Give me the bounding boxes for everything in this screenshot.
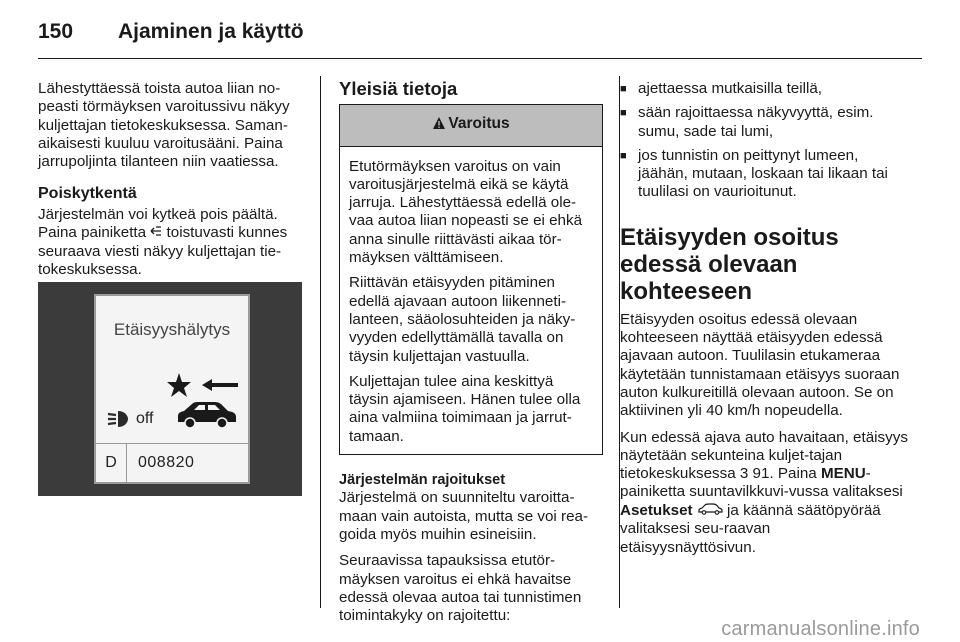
- page-title: Ajaminen ja käyttö: [118, 20, 304, 43]
- section-heading-distance-indication: Etäisyyden osoitus edessä olevaan kohteeseen: [620, 223, 839, 305]
- warning-paragraph: Riittävän etäisyyden pitäminen edellä ajavaan autoon liikenneti-lanteen, sääolosuhteiden ja näky-vyyden edellyttämällä tavalla on täysin kuljettajan vastuulla.: [349, 274, 576, 365]
- vehicle-ahead-icon: [174, 400, 238, 435]
- list-item: ■ ajettaessa mutkaisilla teillä,: [620, 80, 910, 98]
- collision-star-icon: [166, 372, 192, 403]
- column-left: [38, 80, 304, 287]
- limitations-paragraph: Seuraavissa tapauksissa etutör-mäyksen varoitus ei ehkä havaitse edessä olevaa autoa tai tunnistimen toimintakyky on rajoitettu:: [339, 552, 582, 625]
- distance-button-icon: [150, 224, 162, 242]
- deactivation-paragraph: Järjestelmän voi kytkeä pois päältä. Paina painiketta toistuvasti kunnes seuraava viesti näkyy kuljettajan tie-tokeskuksessa.: [38, 205, 288, 278]
- column-right: [620, 80, 910, 565]
- column-separator: [320, 76, 321, 608]
- settings-label: Asetukset: [620, 501, 693, 519]
- watermark: carmanualsonline.info: [721, 618, 920, 640]
- warning-paragraph: Kuljettajan tulee aina keskittyä täysin ajamiseen. Hänen tulee olla aina valmiina toimimaan ja jarrut-tamaan.: [349, 372, 581, 445]
- header-rule: [38, 58, 922, 59]
- section-heading-poiskytkenta: Poiskytkentä: [38, 185, 137, 203]
- distance-paragraph: Etäisyyden osoitus edessä olevaan kohteeseen näyttää etäisyyden edessä ajavaan autoon. Tuulilasin etukameraa käytetään tunnistamaan etäisyys suoraan auton kulkureitillä olevaan autoon. Se on aktiivinen yli 40 km/h nopeudella.: [620, 310, 900, 420]
- warning-title: Varoitus: [340, 105, 602, 146]
- page-number: 150: [38, 20, 74, 43]
- gear-indicator: D: [96, 444, 127, 482]
- display-off-label: off: [136, 410, 154, 427]
- odometer-readout: 008820: [138, 454, 195, 471]
- distance-instructions-paragraph: Kun edessä ajava auto havaitaan, etäisyys näytetään sekunteina kuljet-tajan tietokeskuksessa 3 91. Paina MENU-painiketta suuntavilkkuvi-vussa valitaksesi Asetukset ja käännä säätöpyörää valitaksesi seu-raavan etäisyysnäyttösivun.: [620, 428, 908, 556]
- limitations-paragraph: Järjestelmä on suunniteltu varoitta-maan vain autoista, mutta se voi rea-goida myös muihin esineisiin.: [339, 489, 589, 543]
- warning-paragraph: Etutörmäyksen varoitus on vain varoitusjärjestelmä eikä se käytä jarruja. Lähestyttäessä edellä ole-vaa autoa liian nopeasti se ei ehkä anna sinulle riittävästi aikaa tör-mäyksen välttämiseen.: [349, 157, 583, 267]
- headlight-icon: [106, 409, 132, 434]
- warning-triangle-icon: [432, 116, 446, 135]
- display-title: Etäisyyshälytys: [113, 320, 231, 339]
- driver-info-display-illustration: [38, 282, 302, 496]
- section-heading-general: Yleisiä tietoja: [339, 78, 458, 99]
- warning-box: [339, 104, 603, 455]
- intro-paragraph: Lähestyttäessä toista autoa liian no-peasti törmäyksen varoitussivu näkyy kuljettajan tietokeskuksessa. Saman-aikaisesti kuuluu varoitusääni. Paina jarrupoljinta tilanteen niin vaatiessa.: [38, 80, 290, 171]
- page-reference[interactable]: 3 91: [739, 465, 770, 483]
- display-screen: [94, 294, 250, 484]
- list-item: ■ jos tunnistin on peittynyt lumeen, jäähän, mutaan, loskaan tai likaan tai tuulilasi on vaurioitunut.: [620, 147, 910, 202]
- menu-button-label: MENU: [820, 465, 866, 483]
- limitations-list: [620, 80, 910, 202]
- display-footer: [96, 443, 248, 482]
- arrow-left-icon: [200, 378, 240, 397]
- section-heading-limitations: Järjestelmän rajoitukset: [339, 472, 506, 489]
- warning-body: [340, 147, 602, 454]
- list-item: ■ sään rajoittaessa näkyvyyttä, esim. sumu, sade tai lumi,: [620, 104, 910, 141]
- column-middle: [339, 80, 603, 633]
- vehicle-settings-icon: [697, 502, 723, 520]
